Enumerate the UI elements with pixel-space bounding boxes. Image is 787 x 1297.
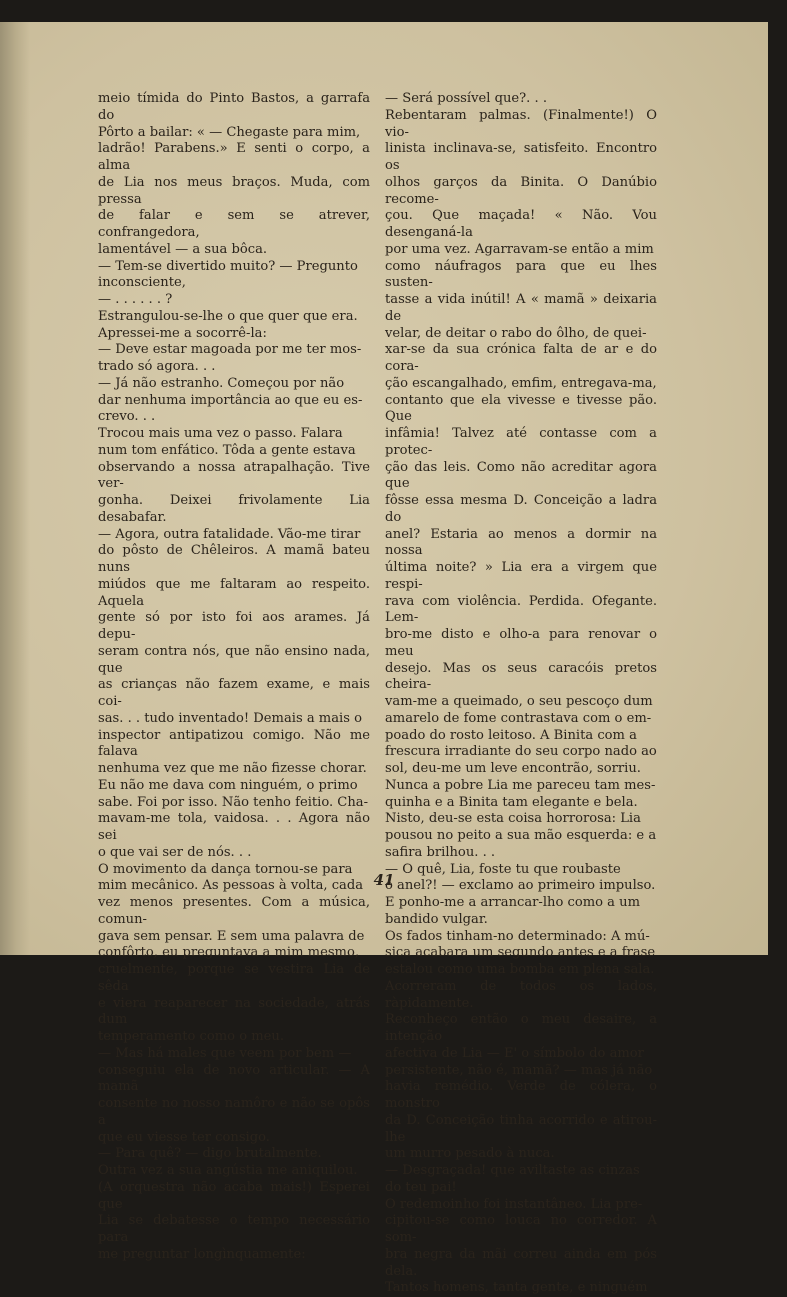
text-line: — Tem-se divertido muito? — Pregunto bbox=[98, 258, 358, 274]
text-line: pousou no peito a sua mão esquerda: e a bbox=[385, 828, 657, 843]
text-line: frescura irradiante do seu corpo nado ao bbox=[385, 744, 657, 760]
text-line: havia remédio. Verde de cólera, o monstro bbox=[385, 1079, 657, 1111]
text-line: — Agora, outra fatalidade. Vão-me tirar bbox=[98, 526, 361, 542]
text-line: — Para quê? — digo brutalmente. bbox=[98, 1146, 322, 1162]
text-line: fôsse essa mesma D. Conceição a ladra do bbox=[385, 493, 657, 525]
text-line: sabe. Foi por isso. Não tenho feitio. Cha- bbox=[98, 794, 368, 810]
text-line: Os fados tinham-no determinado: A mú- bbox=[385, 928, 650, 944]
text-line: conseguiu ela de novo articular. — A mamã bbox=[98, 1062, 370, 1095]
text-line: e viera reaparecer na sociedade, atrás dum bbox=[98, 995, 370, 1028]
text-line: confôrto, eu preguntava a mim mesmo, bbox=[98, 945, 360, 961]
text-line: O redemoinho foi instantâneo. Lia pre- bbox=[385, 1196, 643, 1212]
text-line: persistente, não é, mamã? — mas já não bbox=[385, 1062, 653, 1078]
text-line: crevo. . . bbox=[98, 409, 156, 425]
text-line: estalou como uma bomba em plena sala. bbox=[385, 962, 655, 977]
text-line: por uma vez. Agarravam-se então a mim bbox=[385, 241, 654, 257]
text-line: vam-me a queimado, o seu pescoço dum bbox=[385, 694, 653, 709]
text-line: gonha. Deixei frivolamente Lia desabafar. bbox=[98, 493, 370, 525]
text-line: consente no nosso namôro e não se opôs a bbox=[98, 1096, 370, 1128]
text-line: do pôsto de Chêleiros. A mamã bateu nuns bbox=[98, 543, 370, 575]
text-line: olhos garços da Binita. O Danúbio recome- bbox=[385, 174, 657, 207]
text-line: tasse a vida inútil! A « mamã » deixaria de bbox=[385, 292, 657, 324]
text-line: um murro pesado à nuca. bbox=[385, 1146, 555, 1162]
right-text-column bbox=[385, 91, 657, 1297]
text-line: bandido vulgar. bbox=[385, 911, 488, 927]
text-line: meio tímida do Pinto Bastos, a garrafa do bbox=[98, 91, 370, 123]
text-line: sol, deu-me um leve encontrão, sorriu. bbox=[385, 761, 641, 776]
text-line: desejo. Mas os seus caracóis pretos cheira- bbox=[385, 660, 657, 693]
text-line: Lia se debatesse o tempo necessário para bbox=[98, 1213, 370, 1245]
text-line: cruelmente, porque se vestira Lia de sêda bbox=[98, 962, 370, 994]
text-line: Rebentaram palmas. (Finalmente!) O vio- bbox=[385, 107, 657, 140]
text-line: como náufragos para que eu lhes susten- bbox=[385, 258, 657, 291]
text-line: sica acabara um segundo antes e a frase bbox=[385, 945, 656, 961]
text-line: bra negra da mãi correu ainda em pós dela. bbox=[385, 1246, 657, 1279]
text-line: miúdos que me faltaram ao respeito. Aquela bbox=[98, 576, 370, 609]
text-line: o que vai ser de nós. . . bbox=[98, 844, 252, 860]
text-line: o anel?! — exclamo ao primeiro impulso. bbox=[385, 878, 656, 894]
text-line: — Desgraçada! que aviltaste as cinzas bbox=[385, 1163, 640, 1178]
text-line: — Já não estranho. Começou por não bbox=[98, 375, 345, 391]
text-line: Outra vez a sua angústia me aniquilou. bbox=[98, 1163, 358, 1178]
text-line: me preguntar longìnquamente: bbox=[98, 1246, 306, 1262]
text-line: çou. Que maçada! « Não. Vou desenganá-la bbox=[385, 208, 657, 240]
text-line: poado do rosto leitoso. A Binita com a bbox=[385, 727, 637, 743]
text-line: última noite? » Lia era a virgem que respi- bbox=[385, 560, 657, 592]
text-line: inspector antipatizou comigo. Não me falava bbox=[98, 727, 370, 760]
text-line: E ponho-me a arrancar-lho como a um bbox=[385, 895, 641, 910]
text-line: sas. . . tudo inventado! Demais a mais o bbox=[98, 710, 362, 726]
text-line: Estrangulou-se-lhe o que quer que era. bbox=[98, 308, 358, 324]
text-line: afectiva de Lia — E' o símbolo do amor bbox=[385, 1045, 644, 1061]
text-line: O movimento da dança tornou-se para bbox=[98, 861, 353, 877]
text-line: inconsciente, bbox=[98, 275, 186, 291]
text-line: infâmia! Talvez até contasse com a protec- bbox=[385, 426, 657, 458]
page-number: 41 bbox=[373, 871, 395, 889]
text-line: vez menos presentes. Com a música, comun- bbox=[98, 895, 370, 927]
text-line: Eu não me dava com ninguém, o primo bbox=[98, 777, 358, 793]
text-line: de falar e sem se atrever, confrangedora, bbox=[98, 208, 370, 240]
text-line: cipitou-se como louca no corredor. A som- bbox=[385, 1213, 657, 1245]
text-line: Nunca a pobre Lia me pareceu tam mes- bbox=[385, 777, 656, 793]
text-line: gente só por isto foi aos arames. Já depu- bbox=[98, 610, 370, 642]
text-line: Apressei-me a socorrê-la: bbox=[98, 325, 267, 341]
text-line: observando a nossa atrapalhação. Tive ver- bbox=[98, 459, 370, 492]
text-line: — O quê, Lia, foste tu que roubaste bbox=[385, 861, 621, 877]
text-line: temperamento como o meu. bbox=[98, 1029, 285, 1044]
text-line: dar nenhuma importância ao que eu es- bbox=[98, 392, 363, 408]
text-line: Nisto, deu-se esta coisa horrorosa: Lia bbox=[385, 811, 641, 827]
text-line: linista inclinava-se, satisfeito. Encontro os bbox=[385, 141, 657, 173]
text-line: ção das leis. Como não acreditar agora que bbox=[385, 459, 657, 492]
text-line: safira brilhou. . . bbox=[385, 844, 496, 860]
text-line: de Lia nos meus braços. Muda, com pressa bbox=[98, 174, 370, 207]
text-line: mim mecânico. As pessoas à volta, cada bbox=[98, 878, 364, 894]
text-line: que eu viesse ter consigo. bbox=[98, 1129, 270, 1145]
text-line: ção escangalhado, emfim, entregava-ma, bbox=[385, 375, 657, 391]
text-line: as crianças não fazem exame, e mais coi- bbox=[98, 677, 370, 709]
text-line: — . . . . . . ? bbox=[98, 292, 173, 307]
text-line: ladrão! Parabens.» E senti o corpo, a alma bbox=[98, 141, 370, 173]
text-line: (A orquestra não acaba mais!) Esperei que bbox=[98, 1179, 370, 1212]
text-line: mavam-me tola, vaidosa. . . Agora não sei bbox=[98, 811, 370, 843]
text-line: Acorreram de todos os lados, ràpidamente. bbox=[385, 978, 657, 1011]
text-line: seram contra nós, que não ensino nada, que bbox=[98, 643, 370, 676]
text-line: gava sem pensar. E sem uma palavra de bbox=[98, 928, 365, 944]
text-line: nenhuma vez que me não fizesse chorar. bbox=[98, 761, 367, 776]
text-line: velar, de deitar o rabo do ôlho, de quei- bbox=[385, 325, 647, 341]
text-line: lamentável — a sua bôca. bbox=[98, 241, 268, 257]
text-line: do teu pai! bbox=[385, 1179, 457, 1195]
text-line: num tom enfático. Tôda a gente estava bbox=[98, 442, 356, 458]
text-line: Pôrto a bailar: « — Chegaste para mim, bbox=[98, 124, 361, 140]
text-line: contanto que ela vivesse e tivesse pão. Que bbox=[385, 392, 657, 425]
text-line: trado só agora. . . bbox=[98, 359, 216, 374]
text-line: amarelo de fome contrastava com o em- bbox=[385, 710, 652, 726]
text-line: Trocou mais uma vez o passo. Falara bbox=[98, 426, 343, 441]
book-page bbox=[0, 22, 768, 1296]
text-line: — Será possível que?. . . bbox=[385, 91, 547, 106]
text-line: xar-se da sua crónica falta de ar e do cora- bbox=[385, 342, 657, 374]
text-line: — Deve estar magoada por me ter mos- bbox=[98, 342, 362, 358]
text-line: — Mas há males que veem por bem — bbox=[98, 1045, 352, 1061]
text-line: rava com violência. Perdida. Ofegante. Lem- bbox=[385, 593, 657, 626]
text-line: bro-me disto e olho-a para renovar o meu bbox=[385, 627, 657, 659]
left-text-column bbox=[98, 91, 370, 1264]
text-line: Tantos homens, tanta gente, e ninguém bbox=[385, 1280, 648, 1296]
text-line: da D. Conceição tinha acorrido e atirou-lhe bbox=[385, 1112, 657, 1145]
text-line: anel? Estaria ao menos a dormir na nossa bbox=[385, 526, 657, 559]
text-line: Reconheço então o meu desaire, a intenção bbox=[385, 1012, 657, 1044]
text-line: quinha e a Binita tam elegante e bela. bbox=[385, 794, 638, 810]
page-gutter-shadow bbox=[0, 22, 30, 955]
